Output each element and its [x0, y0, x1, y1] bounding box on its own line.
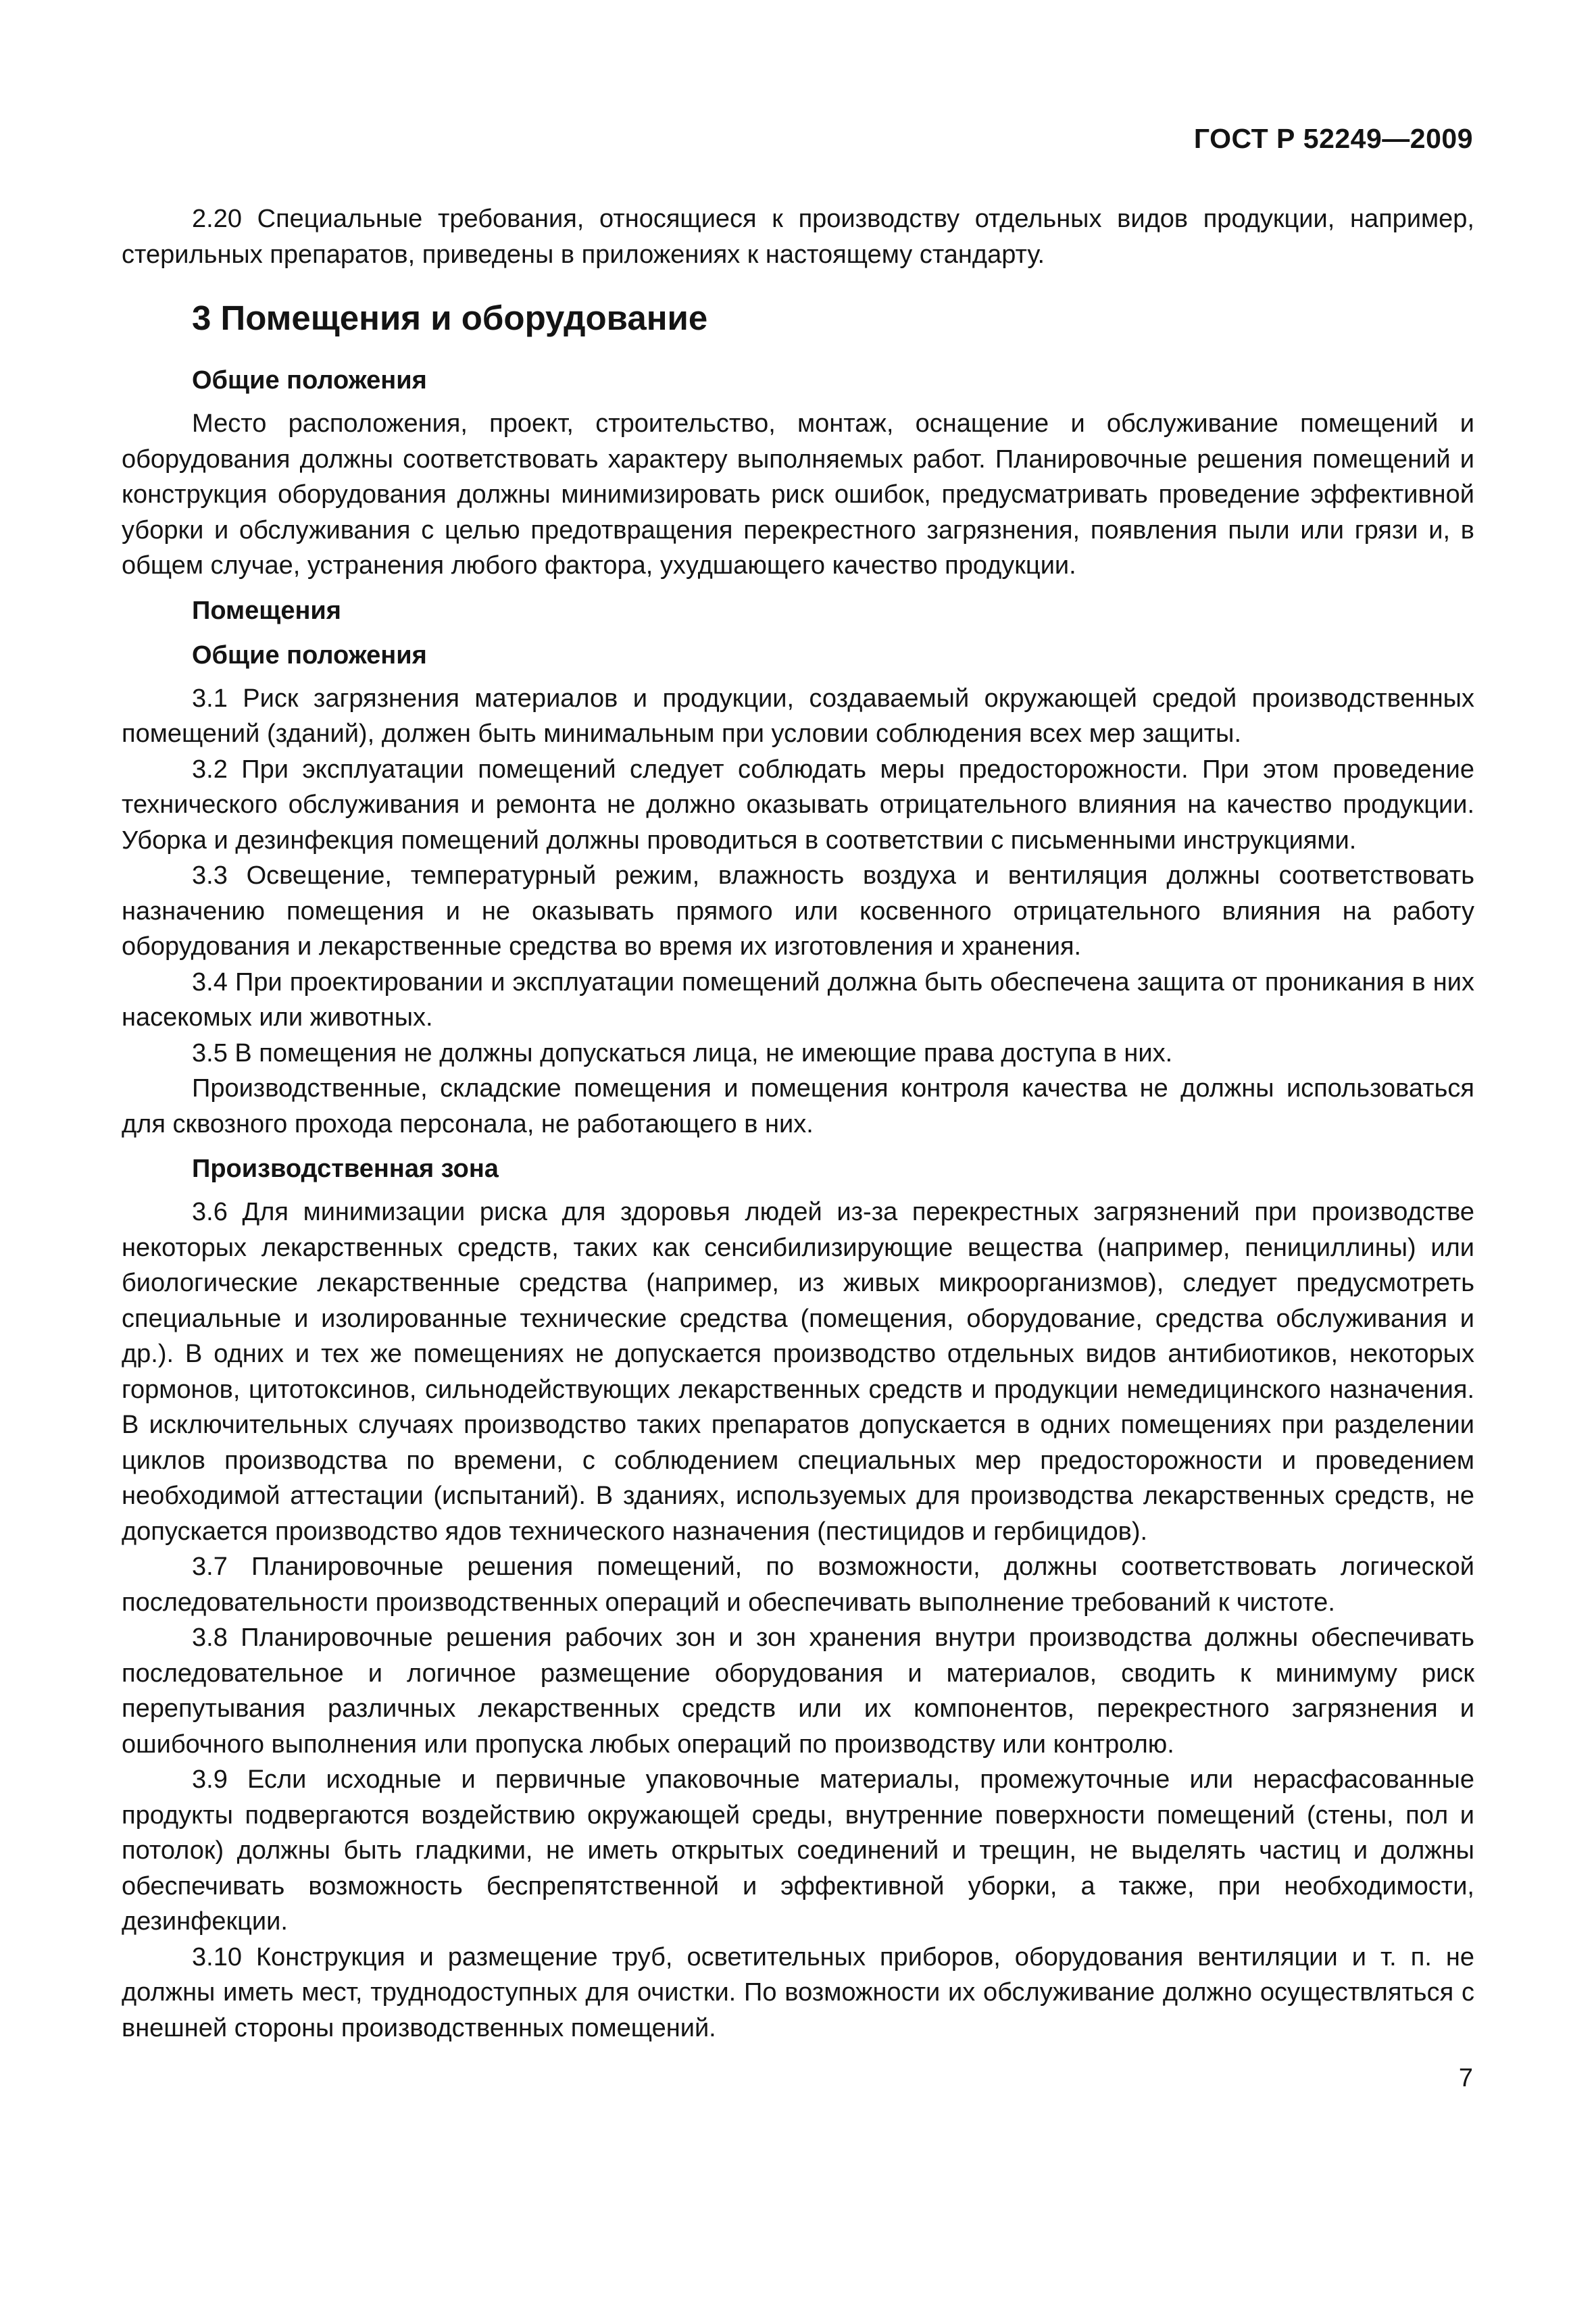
section-title: 3 Помещения и оборудование [192, 299, 708, 337]
page-number: 7 [1458, 2064, 1473, 2092]
paragraph-general: Место расположения, проект, строительство, монтаж, оснащение и обслуживание помещений и оборудования должны соответствовать характеру выполняемых работ. Планировочные решения помещений и конструкция оборудования должны минимизировать риск ошибок, предусматривать проведение эффективной уборки и обслуживания с целью предотвращения перекрестного загрязнения, появления пыли или грязи и, в общем случае, устранения любого фактора, ухудшающего качество продукции. [122, 409, 1474, 580]
paragraph-3-2: 3.2 При эксплуатации помещений следует соблюдать меры предосторожности. При этом проведение технического обслуживания и ремонта не должно оказывать отрицательного влияния на качество продукции. Уборка и дезинфекция помещений должны проводиться в соответствии с письменными инструкциями. [122, 755, 1474, 855]
page-content [122, 201, 1474, 2046]
paragraph-3-8: 3.8 Планировочные решения рабочих зон и зон хранения внутри производства должны обеспечивать последовательное и логичное размещение оборудования и материалов, сводить к минимуму риск перепутывания различных лекарственных средств или их компонентов, перекрестного загрязнения и ошибочного выполнения или пропуска любых операций по производству или контролю. [122, 1624, 1474, 1759]
subheading-premises: Помещения [192, 596, 341, 625]
paragraph-3-10: 3.10 Конструкция и размещение труб, осветительных приборов, оборудования вентиляции и т. п. не должны иметь мест, труднодоступных для очистки. По возможности их обслуживание должно осуществляться с внешней стороны производственных помещений. [122, 1942, 1474, 2042]
paragraph-2-20: 2.20 Специальные требования, относящиеся к производству отдельных видов продукции, например, стерильных препаратов, приведены в приложениях к настоящему стандарту. [122, 205, 1474, 269]
paragraph-3-4: 3.4 При проектировании и эксплуатации помещений должна быть обеспечена защита от проникания в них насекомых или животных. [122, 967, 1474, 1032]
paragraph-3-7: 3.7 Планировочные решения помещений, по возможности, должны соответствовать логической последовательности производственных операций и обеспечивать выполнение требований к чистоте. [122, 1553, 1474, 1617]
subheading-general-provisions-premises: Общие положения [192, 640, 427, 670]
paragraph-3-9: 3.9 Если исходные и первичные упаковочные материалы, промежуточные или нерасфасованные продукты подвергаются воздействию окружающей среды, внутренние поверхности помещений (стены, пол и потолок) должны быть гладкими, не иметь открытых соединений и трещин, не выделять частиц и должны обеспечивать возможность беспрепятственной и эффективной уборки, а также, при необходимости, дезинфекции. [122, 1765, 1474, 1936]
subheading-general-provisions: Общие положения [192, 366, 427, 395]
paragraph-3-1: 3.1 Риск загрязнения материалов и продукции, создаваемый окружающей средой производственных помещений (зданий), должен быть минимальным при условии соблюдения всех мер защиты. [122, 684, 1474, 748]
document-id-header: ГОСТ Р 52249—2009 [1193, 123, 1473, 154]
paragraph-3-6: 3.6 Для минимизации риска для здоровья людей из-за перекрестных загрязнений при производстве некоторых лекарственных средств, таких как сенсибилизирующие вещества (например, пенициллины) или биологические лекарственные средства (например, из живых микроорганизмов), следует предусмотреть специальные и изолированные технические средства (помещения, оборудование, средства обслуживания и др.). В одних и тех же помещениях не допускается производство отдельных видов антибиотиков, некоторых гормонов, цитотоксинов, сильнодействующих лекарственных средств и продукции немедицинского назначения. В исключительных случаях производство таких препаратов допускается в одних помещениях при разделении циклов производства по времени, с соблюдением специальных мер предосторожности и проведением необходимой аттестации (испытаний). В зданиях, используемых для производства лекарственных средств, не допускается производство ядов технического назначения (пестицидов и гербицидов). [122, 1198, 1474, 1546]
paragraph-3-5: 3.5 В помещения не должны допускаться лица, не имеющие права доступа в них. [192, 1038, 1173, 1067]
paragraph-3-3: 3.3 Освещение, температурный режим, влажность воздуха и вентиляция должны соответствовать назначению помещения и не оказывать прямого или косвенного отрицательного влияния на работу оборудования и лекарственные средства во время их изготовления и хранения. [122, 861, 1474, 961]
subheading-production-zone: Производственная зона [192, 1155, 499, 1183]
paragraph-3-5-continued: Производственные, складские помещения и помещения контроля качества не должны использоваться для сквозного прохода персонала, не работающего в них. [122, 1074, 1474, 1138]
